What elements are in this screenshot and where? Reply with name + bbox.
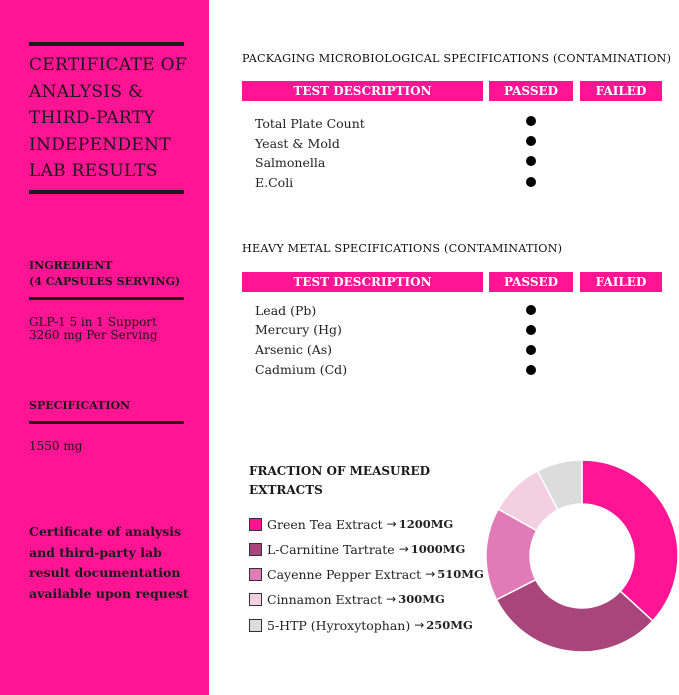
micro-passed-header: PASSED — [489, 81, 573, 101]
metal-row-label: Mercury (Hg) — [255, 322, 342, 337]
passed-dot — [526, 136, 536, 146]
donut-slice-green-tea-extract — [582, 460, 678, 621]
extracts-title-line: FRACTION OF MEASURED — [249, 464, 431, 478]
ingredient-value: GLP-1 5 in 1 Support — [29, 315, 157, 329]
specification-value: 1550 mg — [29, 439, 83, 453]
legend-amount: 250MG — [426, 618, 473, 632]
passed-dot — [526, 177, 536, 187]
arrow-icon: → — [425, 567, 436, 581]
arrow-icon: → — [386, 517, 397, 531]
legend-name: 5-HTP (Hyroxytophan) — [267, 617, 411, 633]
micro-failed-header: FAILED — [580, 81, 662, 101]
extracts-title — [249, 462, 449, 500]
micro-row-label: Salmonella — [255, 155, 326, 170]
arrow-icon: → — [386, 592, 397, 606]
legend-amount: 300MG — [398, 592, 445, 606]
legend-name: Cayenne Pepper Extract — [267, 566, 422, 582]
availability-note: Certificate of analysis and third-party lab result documentation available upon request — [29, 524, 189, 601]
metal-passed-header: PASSED — [489, 272, 573, 292]
passed-dot — [526, 116, 536, 126]
micro-test-header: TEST DESCRIPTION — [242, 81, 483, 101]
legend-amount: 510MG — [437, 567, 484, 581]
heavy-metal-section-title: HEAVY METAL SPECIFICATIONS (CONTAMINATION) — [242, 242, 563, 255]
legend-amount: 1000MG — [410, 542, 466, 556]
ingredient-subheading: (4 CAPSULES SERVING) — [29, 275, 181, 288]
legend-swatch — [249, 593, 262, 606]
arrow-icon: → — [398, 542, 409, 556]
legend-item — [249, 541, 465, 557]
legend-item — [249, 516, 453, 532]
legend-item — [249, 566, 484, 582]
legend-swatch — [249, 543, 262, 556]
legend-name: Green Tea Extract — [267, 516, 383, 532]
passed-dot — [526, 365, 536, 375]
micro-section-title: PACKAGING MICROBIOLOGICAL SPECIFICATIONS (CONTAMINATION) — [242, 52, 672, 65]
passed-dot — [526, 325, 536, 335]
legend-amount: 1200MG — [398, 517, 454, 531]
certificate-title: CERTIFICATE OF ANALYSIS & THIRD-PARTY INDEPENDENT LAB RESULTS — [29, 55, 187, 181]
arrow-icon: → — [414, 618, 425, 632]
metal-test-header: TEST DESCRIPTION — [242, 272, 483, 292]
specification-heading: SPECIFICATION — [29, 399, 131, 412]
legend-swatch — [249, 568, 262, 581]
divider — [29, 190, 184, 194]
metal-row-label: Arsenic (As) — [255, 342, 333, 357]
legend-name: Cinnamon Extract — [267, 591, 383, 607]
divider — [29, 42, 184, 46]
metal-failed-header: FAILED — [580, 272, 662, 292]
legend-item — [249, 591, 445, 607]
ingredient-heading: INGREDIENT — [29, 259, 113, 272]
micro-row-label: Yeast & Mold — [255, 136, 340, 151]
extracts-donut-chart — [484, 458, 679, 654]
sidebar — [0, 0, 209, 695]
micro-row-label: Total Plate Count — [255, 116, 365, 131]
ingredient-serving: 3260 mg Per Serving — [29, 328, 158, 342]
legend-swatch — [249, 619, 262, 632]
extracts-title-line: EXTRACTS — [249, 483, 323, 497]
passed-dot — [526, 345, 536, 355]
metal-row-label: Lead (Pb) — [255, 303, 317, 318]
micro-row-label: E.Coli — [255, 175, 294, 190]
passed-dot — [526, 305, 536, 315]
legend-swatch — [249, 518, 262, 531]
legend-item — [249, 617, 473, 633]
divider — [29, 421, 184, 424]
passed-dot — [526, 156, 536, 166]
legend-name: L-Carnitine Tartrate — [267, 541, 395, 557]
divider — [29, 297, 184, 300]
metal-row-label: Cadmium (Cd) — [255, 362, 348, 377]
